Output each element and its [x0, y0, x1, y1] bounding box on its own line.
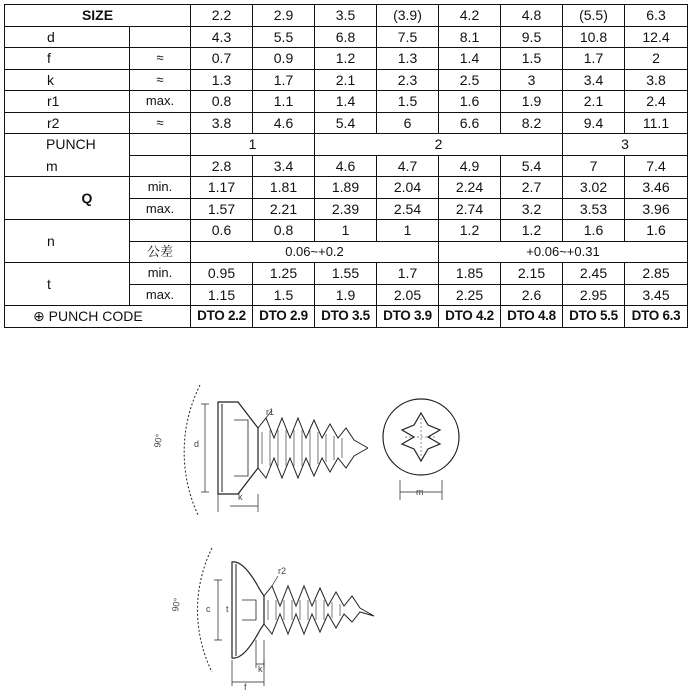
bottom-f-label: f — [244, 682, 247, 692]
punch-code-cell: DTO 4.8 — [501, 306, 563, 328]
size-cell: 2.2 — [191, 5, 253, 27]
punch-group: 3 — [563, 134, 688, 156]
punch-code-cell: DTO 3.5 — [315, 306, 377, 328]
t-max-cell: 2.6 — [501, 284, 563, 306]
thread-bottom — [264, 612, 374, 634]
k-cell: 3.8 — [625, 69, 688, 91]
k-cell: 3.4 — [563, 69, 625, 91]
n-cell: 1.2 — [439, 220, 501, 242]
t-max-cell: 2.95 — [563, 284, 625, 306]
size-cell: 4.2 — [439, 5, 501, 27]
screw-head — [232, 562, 264, 658]
n-cell: 1.2 — [501, 220, 563, 242]
f-cell: 1.5 — [501, 48, 563, 70]
f-cell: 0.7 — [191, 48, 253, 70]
q-max-cell: 2.39 — [315, 198, 377, 220]
size-cell: 6.3 — [625, 5, 688, 27]
r1-cell: 1.1 — [253, 91, 315, 113]
d-cell: 9.5 — [501, 26, 563, 48]
k-cell: 1.7 — [253, 69, 315, 91]
thread-top — [264, 586, 374, 616]
top-angle-label: 90° — [152, 433, 165, 449]
f-cell: 2 — [625, 48, 688, 70]
punch-code-cell: DTO 4.2 — [439, 306, 501, 328]
size-cell: (3.9) — [377, 5, 439, 27]
q-max-cell: 2.21 — [253, 198, 315, 220]
q-max-cell: 3.2 — [501, 198, 563, 220]
m-cell: 2.8 — [191, 155, 253, 177]
m-cell: 4.9 — [439, 155, 501, 177]
r1-cell: 1.4 — [315, 91, 377, 113]
punch-code-label: ⊕ PUNCH CODE — [5, 306, 191, 328]
r2-qualifier: ≈ — [130, 112, 191, 134]
top-m-label: m — [416, 487, 424, 497]
punch-code-cell: DTO 2.9 — [253, 306, 315, 328]
t-max-cell: 1.5 — [253, 284, 315, 306]
t-min-cell: 0.95 — [191, 263, 253, 285]
q-label: Q — [5, 177, 130, 220]
top-d-label: d — [194, 439, 200, 449]
t-max-cell: 1.9 — [315, 284, 377, 306]
size-cell: 2.9 — [253, 5, 315, 27]
m-cell: 3.4 — [253, 155, 315, 177]
thread-roots — [262, 430, 342, 466]
r2-cell: 8.2 — [501, 112, 563, 134]
m-cell: 4.7 — [377, 155, 439, 177]
top-k-label: k — [238, 492, 243, 502]
r1-label: r1 — [5, 91, 130, 113]
q-min-cell: 3.02 — [563, 177, 625, 199]
q-min-cell: 2.04 — [377, 177, 439, 199]
t-max-cell: 3.45 — [625, 284, 688, 306]
q-max-cell: 2.54 — [377, 198, 439, 220]
q-min-cell: 2.7 — [501, 177, 563, 199]
top-r1-label: r1 — [266, 407, 275, 417]
n-cell: 0.8 — [253, 220, 315, 242]
k-qualifier: ≈ — [130, 69, 191, 91]
top-screw-side-view — [184, 385, 368, 515]
t-max-cell: 2.25 — [439, 284, 501, 306]
r1-qualifier: max. — [130, 91, 191, 113]
top-head-plan-view — [383, 399, 459, 500]
q-max-cell: 2.74 — [439, 198, 501, 220]
n-tolerance-a: 0.06~+0.2 — [191, 241, 439, 263]
q-min-cell: 1.81 — [253, 177, 315, 199]
size-cell: (5.5) — [563, 5, 625, 27]
punch-group: 2 — [315, 134, 563, 156]
r1-cell: 1.6 — [439, 91, 501, 113]
d-label: d — [5, 26, 130, 48]
punch-group: 1 — [191, 134, 315, 156]
c-dimension — [214, 580, 222, 640]
m-cell: 7 — [563, 155, 625, 177]
r2-cell: 3.8 — [191, 112, 253, 134]
r2-cell: 6.6 — [439, 112, 501, 134]
n-cell: 0.6 — [191, 220, 253, 242]
q-max-label: max. — [130, 198, 191, 220]
q-min-cell: 3.46 — [625, 177, 688, 199]
bottom-angle-label: 90° — [170, 597, 183, 613]
r2-cell: 9.4 — [563, 112, 625, 134]
punch-code-cell: DTO 5.5 — [563, 306, 625, 328]
d-dimension — [201, 404, 209, 492]
d-cell: 5.5 — [253, 26, 315, 48]
d-cell: 10.8 — [563, 26, 625, 48]
thread-bottom — [258, 448, 368, 478]
recess-outline — [234, 420, 248, 476]
d-cell: 6.8 — [315, 26, 377, 48]
q-min-cell: 1.89 — [315, 177, 377, 199]
r1-cell: 1.5 — [377, 91, 439, 113]
f-cell: 1.2 — [315, 48, 377, 70]
q-min-cell: 2.24 — [439, 177, 501, 199]
r1-cell: 2.4 — [625, 91, 688, 113]
k-cell: 1.3 — [191, 69, 253, 91]
r1-cell: 0.8 — [191, 91, 253, 113]
n-cell: 1 — [315, 220, 377, 242]
t-min-cell: 1.7 — [377, 263, 439, 285]
k-cell: 2.3 — [377, 69, 439, 91]
f-cell: 0.9 — [253, 48, 315, 70]
d-cell: 4.3 — [191, 26, 253, 48]
d-cell: 8.1 — [439, 26, 501, 48]
punch-code-cell: DTO 6.3 — [625, 306, 688, 328]
d-cell: 12.4 — [625, 26, 688, 48]
t-max-label: max. — [130, 284, 191, 306]
screw-head — [218, 402, 258, 494]
n-cell: 1.6 — [563, 220, 625, 242]
d-cell: 7.5 — [377, 26, 439, 48]
t-max-cell: 2.05 — [377, 284, 439, 306]
m-label: m — [46, 155, 107, 177]
r2-cell: 4.6 — [253, 112, 315, 134]
t-min-cell: 1.55 — [315, 263, 377, 285]
f-qualifier: ≈ — [130, 48, 191, 70]
thread-top — [258, 418, 368, 448]
slot-outline — [242, 600, 256, 620]
k-cell: 3 — [501, 69, 563, 91]
r2-leader — [272, 576, 278, 586]
size-label: SIZE — [5, 5, 191, 27]
q-max-cell: 3.96 — [625, 198, 688, 220]
bottom-k-label: k — [258, 664, 263, 674]
n-tolerance-b: +0.06~+0.31 — [439, 241, 688, 263]
q-min-label: min. — [130, 177, 191, 199]
t-min-cell: 1.85 — [439, 263, 501, 285]
m-cell: 4.6 — [315, 155, 377, 177]
q-max-cell: 3.53 — [563, 198, 625, 220]
f-cell: 1.7 — [563, 48, 625, 70]
bottom-c-label: c — [206, 604, 211, 614]
t-min-cell: 2.85 — [625, 263, 688, 285]
punch-label: PUNCH — [46, 134, 107, 156]
size-cell: 3.5 — [315, 5, 377, 27]
t-min-label: min. — [130, 263, 191, 285]
angle-arc — [184, 385, 200, 515]
r2-cell: 6 — [377, 112, 439, 134]
r2-cell: 11.1 — [625, 112, 688, 134]
f-cell: 1.3 — [377, 48, 439, 70]
n-tolerance-label: 公差 — [130, 241, 191, 263]
t-min-cell: 2.15 — [501, 263, 563, 285]
f-label: f — [5, 48, 130, 70]
k-cell: 2.1 — [315, 69, 377, 91]
bottom-r2-label: r2 — [278, 566, 287, 576]
t-min-cell: 2.45 — [563, 263, 625, 285]
bottom-t-label: t — [226, 604, 229, 614]
r2-label: r2 — [5, 112, 130, 134]
m-cell: 7.4 — [625, 155, 688, 177]
r1-cell: 1.9 — [501, 91, 563, 113]
q-min-cell: 1.17 — [191, 177, 253, 199]
punch-code-cell: DTO 2.2 — [191, 306, 253, 328]
t-max-cell: 1.15 — [191, 284, 253, 306]
k-cell: 2.5 — [439, 69, 501, 91]
q-max-cell: 1.57 — [191, 198, 253, 220]
t-min-cell: 1.25 — [253, 263, 315, 285]
r1-cell: 2.1 — [563, 91, 625, 113]
r2-cell: 5.4 — [315, 112, 377, 134]
m-cell: 5.4 — [501, 155, 563, 177]
n-cell: 1.6 — [625, 220, 688, 242]
n-cell: 1 — [377, 220, 439, 242]
size-cell: 4.8 — [501, 5, 563, 27]
k-label: k — [5, 69, 130, 91]
t-label: t — [5, 263, 130, 306]
punch-code-cell: DTO 3.9 — [377, 306, 439, 328]
center-lines — [405, 418, 437, 456]
f-cell: 1.4 — [439, 48, 501, 70]
n-label: n — [5, 220, 130, 263]
